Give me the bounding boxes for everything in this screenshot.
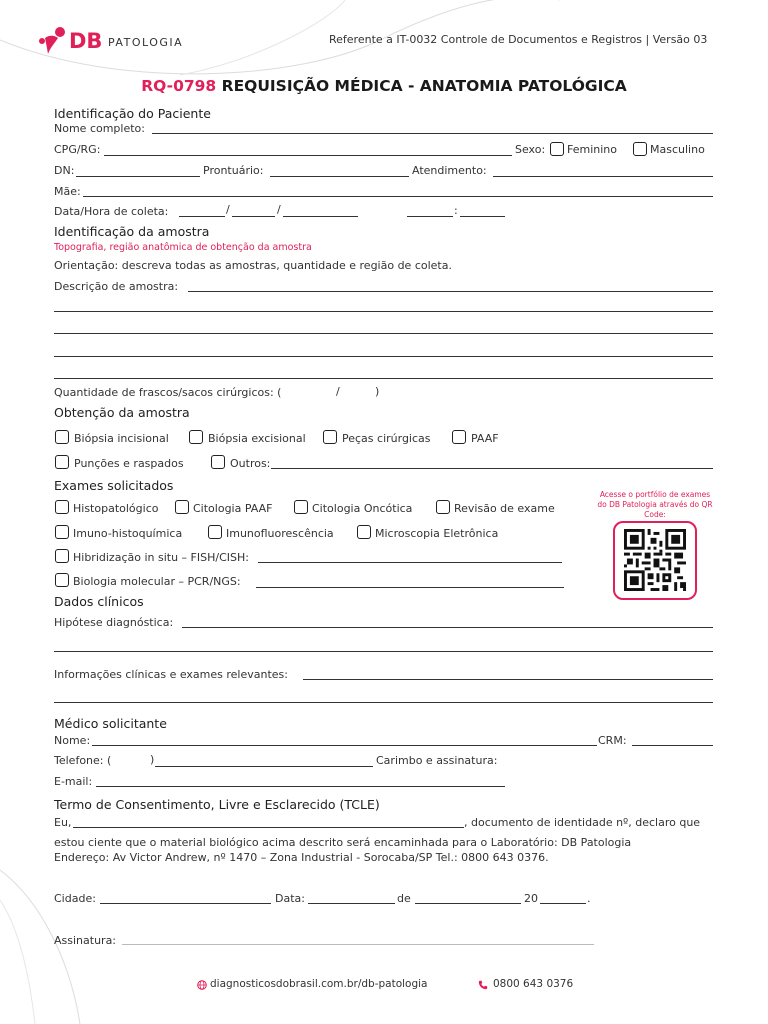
consent-line-1-end: , documento de identidade nº, declaro que xyxy=(464,816,701,829)
collection-datetime-label: Data/Hora de coleta: xyxy=(54,205,169,218)
cytology-paaf-label: Citologia PAAF xyxy=(193,502,273,515)
immunohistochemistry-checkbox[interactable] xyxy=(55,525,69,539)
clinical-info-field-2[interactable] xyxy=(54,702,713,703)
dn-label: DN: xyxy=(54,164,75,177)
phone-field[interactable] xyxy=(155,766,373,767)
collection-section-heading: Obtenção da amostra xyxy=(54,405,190,420)
collection-day-field[interactable] xyxy=(179,216,225,217)
logo-mark-icon xyxy=(36,26,66,56)
page-title xyxy=(0,77,768,95)
date-month-field[interactable] xyxy=(415,903,521,904)
visit-label: Atendimento: xyxy=(412,164,487,177)
consent-line-1-start: Eu, xyxy=(54,816,72,829)
date-slash-1: / xyxy=(226,203,230,216)
description-field-4[interactable] xyxy=(54,356,713,357)
excisional-biopsy-checkbox[interactable] xyxy=(189,430,203,444)
bottom-curve-2 xyxy=(0,900,35,1024)
clinical-section-heading: Dados clínicos xyxy=(54,594,144,609)
electron-microscopy-checkbox[interactable] xyxy=(357,525,371,539)
description-label: Descrição de amostra: xyxy=(54,280,179,293)
oncotic-cytology-checkbox[interactable] xyxy=(294,500,308,514)
crm-field[interactable] xyxy=(632,745,713,746)
document-reference: Referente a IT-0032 Controle de Documentos e Registros | Versão 03 xyxy=(329,33,708,46)
hypothesis-label: Hipótese diagnóstica: xyxy=(54,616,174,629)
molecular-biology-checkbox[interactable] xyxy=(55,573,69,587)
male-checkbox[interactable] xyxy=(633,142,647,156)
record-label: Prontuário: xyxy=(203,164,264,177)
exam-review-checkbox[interactable] xyxy=(436,500,450,514)
logo-patologia: PATOLOGIA xyxy=(108,36,184,49)
logo-db: DB xyxy=(69,29,103,53)
sex-label: Sexo: xyxy=(515,143,546,156)
quantity-close: ) xyxy=(375,385,380,398)
clinical-info-label: Informações clínicas e exames relevantes: xyxy=(54,668,288,681)
histopathology-label: Histopatológico xyxy=(73,502,159,515)
email-label: E-mail: xyxy=(54,775,93,788)
logo xyxy=(36,26,216,56)
surgical-pieces-checkbox[interactable] xyxy=(323,430,337,444)
sample-section-heading: Identificação da amostra xyxy=(54,224,210,239)
exam-review-label: Revisão de exame xyxy=(454,502,555,515)
phone-label: Telefone: ( xyxy=(54,754,112,767)
description-field-1[interactable] xyxy=(188,291,713,292)
qr-caption: Acesse o portfólio de exames do DB Patologia através do QR Code: xyxy=(597,490,713,519)
histopathology-checkbox[interactable] xyxy=(55,500,69,514)
signature-field[interactable] xyxy=(122,944,594,945)
female-label: Feminino xyxy=(567,143,617,156)
qr-code-icon xyxy=(623,529,687,591)
date-year-field[interactable] xyxy=(540,903,586,904)
consent-name-field[interactable] xyxy=(73,827,464,828)
collection-minute-field[interactable] xyxy=(460,216,505,217)
cpf-field[interactable] xyxy=(104,155,512,156)
molecular-biology-field[interactable] xyxy=(256,587,564,588)
immunofluorescence-label: Imunofluorescência xyxy=(226,527,334,540)
consent-line-2: estou ciente que o material biológico acima descrito será encaminhada para o Laboratório: DB Patologia xyxy=(54,836,632,849)
signature-label: Assinatura: xyxy=(54,934,117,947)
quantity-slash: / xyxy=(336,385,340,398)
hypothesis-field-1[interactable] xyxy=(182,627,713,628)
exams-section-heading: Exames solicitados xyxy=(54,478,174,493)
punctures-checkbox[interactable] xyxy=(55,455,69,469)
electron-microscopy-label: Microscopia Eletrônica xyxy=(375,527,499,540)
date-label: Data: xyxy=(275,892,305,905)
immunofluorescence-checkbox[interactable] xyxy=(208,525,222,539)
record-field[interactable] xyxy=(270,176,409,177)
oncotic-cytology-label: Citologia Oncótica xyxy=(312,502,413,515)
immunohistochemistry-label: Imuno-histoquímica xyxy=(73,527,183,540)
of-label: de xyxy=(397,892,411,905)
dn-field[interactable] xyxy=(76,176,200,177)
fish-checkbox[interactable] xyxy=(55,549,69,563)
crm-label: CRM: xyxy=(598,734,627,747)
email-field[interactable] xyxy=(96,786,505,787)
date-day-field[interactable] xyxy=(308,903,395,904)
doctor-name-field[interactable] xyxy=(92,745,597,746)
mother-field[interactable] xyxy=(83,196,713,197)
globe-icon xyxy=(197,980,207,990)
quantity-label: Quantidade de frascos/sacos cirúrgicos: ( xyxy=(54,386,282,399)
fish-field[interactable] xyxy=(258,562,562,563)
phone-icon xyxy=(478,980,488,990)
collection-month-field[interactable] xyxy=(232,216,275,217)
others-field[interactable] xyxy=(271,468,713,469)
stamp-label: Carimbo e assinatura: xyxy=(376,754,498,767)
year-label: 20 xyxy=(524,892,538,905)
description-field-3[interactable] xyxy=(54,333,713,334)
footer-phone[interactable]: 0800 643 0376 xyxy=(493,978,574,990)
hypothesis-field-2[interactable] xyxy=(54,651,713,652)
end-dot: . xyxy=(587,892,591,905)
description-field-5[interactable] xyxy=(54,378,713,379)
sample-orientation: Orientação: descreva todas as amostras, quantidade e região de coleta. xyxy=(54,259,452,272)
time-colon: : xyxy=(454,204,458,217)
excisional-biopsy-label: Biópsia excisional xyxy=(208,432,306,445)
qr-code-frame[interactable] xyxy=(613,521,697,600)
doctor-name-label: Nome: xyxy=(54,734,91,747)
date-slash-2: / xyxy=(277,203,281,216)
cytology-paaf-checkbox[interactable] xyxy=(175,500,189,514)
collection-year-field[interactable] xyxy=(283,216,358,217)
name-label: Nome completo: xyxy=(54,122,145,135)
phone-close: ) xyxy=(150,753,155,766)
surgical-pieces-label: Peças cirúrgicas xyxy=(342,432,431,445)
patient-section-heading: Identificação do Paciente xyxy=(54,106,211,121)
punctures-label: Punções e raspados xyxy=(74,457,184,470)
footer-website[interactable]: diagnosticosdobrasil.com.br/db-patologia xyxy=(210,978,428,990)
fish-label: Hibridização in situ – FISH/CISH: xyxy=(73,551,249,564)
form-title: REQUISIÇÃO MÉDICA - ANATOMIA PATOLÓGICA xyxy=(216,77,627,95)
male-label: Masculino xyxy=(650,143,705,156)
consent-section-heading: Termo de Consentimento, Livre e Esclarecido (TCLE) xyxy=(54,797,380,812)
doctor-section-heading: Médico solicitante xyxy=(54,716,167,731)
others-checkbox[interactable] xyxy=(211,455,225,469)
paaf-label: PAAF xyxy=(471,432,499,445)
female-checkbox[interactable] xyxy=(550,142,564,156)
clinical-info-field-1[interactable] xyxy=(303,679,713,680)
city-field[interactable] xyxy=(100,903,271,904)
city-label: Cidade: xyxy=(54,892,96,905)
incisional-biopsy-label: Biópsia incisional xyxy=(74,432,169,445)
mother-label: Mãe: xyxy=(54,185,81,198)
name-field[interactable] xyxy=(152,133,713,134)
description-field-2[interactable] xyxy=(54,311,713,312)
paaf-checkbox[interactable] xyxy=(452,430,466,444)
sample-subtitle: Topografia, região anatômica de obtenção da amostra xyxy=(54,242,312,253)
molecular-biology-label: Biologia molecular – PCR/NGS: xyxy=(73,575,241,588)
cpf-label: CPG/RG: xyxy=(54,143,101,156)
consent-line-3: Endereço: Av Victor Andrew, nº 1470 – Zona Industrial - Sorocaba/SP Tel.: 0800 643 0376. xyxy=(54,851,549,864)
incisional-biopsy-checkbox[interactable] xyxy=(55,430,69,444)
collection-hour-field[interactable] xyxy=(407,216,453,217)
others-label: Outros: xyxy=(230,457,271,470)
form-code: RQ-0798 xyxy=(141,77,217,95)
visit-field[interactable] xyxy=(493,176,713,177)
